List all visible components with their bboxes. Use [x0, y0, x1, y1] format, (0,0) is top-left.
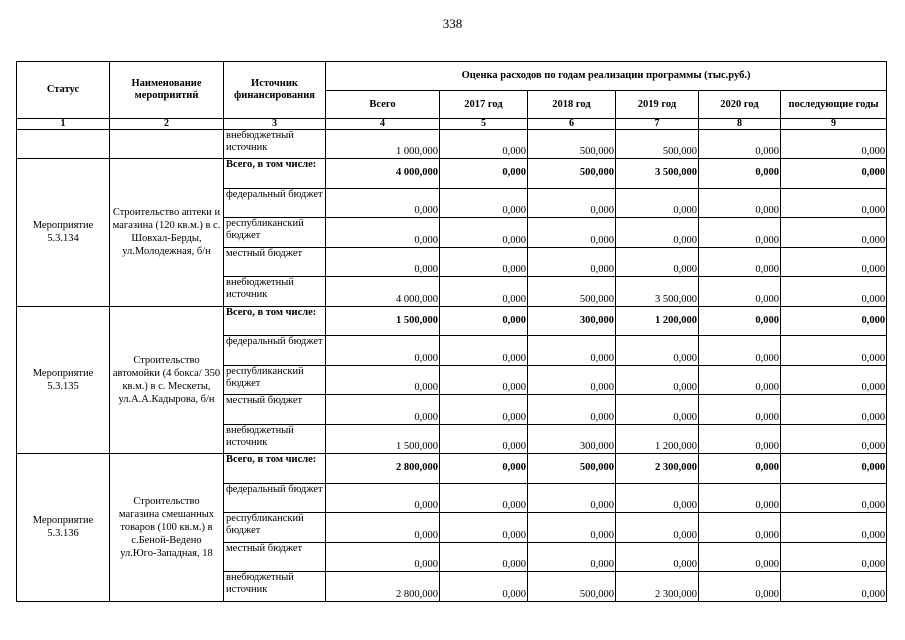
value-cell: 500,000 — [528, 277, 616, 307]
value-cell: 0,000 — [528, 188, 616, 218]
column-number: 5 — [440, 119, 528, 130]
table-row — [17, 159, 887, 189]
value-cell: 0,000 — [781, 513, 887, 543]
value-cell: 0,000 — [440, 454, 528, 484]
funding-source-cell: федеральный бюджет — [224, 188, 326, 218]
header-year-2018: 2018 год — [528, 91, 616, 119]
value-cell: 0,000 — [781, 454, 887, 484]
value-cell: 0,000 — [699, 336, 781, 366]
value-cell: 0,000 — [616, 218, 699, 248]
value-cell: 0,000 — [326, 513, 440, 543]
status-cell — [17, 130, 110, 159]
value-cell: 0,000 — [781, 572, 887, 602]
value-cell: 0,000 — [440, 336, 528, 366]
funding-source-cell: внебюджетный источник — [224, 572, 326, 602]
value-cell: 0,000 — [699, 454, 781, 484]
event-name-cell: Строительство автомойки (4 бокса/ 350 кв.м.) в с. Мескеты, ул.А.А.Кадырова, б/н — [110, 306, 224, 454]
value-cell: 0,000 — [616, 513, 699, 543]
event-name-cell: Строительство аптеки и магазина (120 кв.м.) в с. Шовхал-Берды, ул.Молодежная, б/н — [110, 159, 224, 307]
header-estimate: Оценка расходов по годам реализации программы (тыс.руб.) — [326, 62, 887, 91]
column-number: 4 — [326, 119, 440, 130]
funding-source-cell: Всего, в том числе: — [224, 306, 326, 336]
value-cell: 2 300,000 — [616, 454, 699, 484]
value-cell: 0,000 — [616, 542, 699, 572]
value-cell: 0,000 — [326, 365, 440, 395]
value-cell: 0,000 — [528, 483, 616, 513]
value-cell: 0,000 — [326, 247, 440, 277]
funding-source-cell: местный бюджет — [224, 395, 326, 425]
funding-source-cell: республиканский бюджет — [224, 365, 326, 395]
value-cell: 0,000 — [699, 306, 781, 336]
column-number: 7 — [616, 119, 699, 130]
value-cell: 0,000 — [440, 365, 528, 395]
value-cell: 500,000 — [528, 454, 616, 484]
value-cell: 0,000 — [326, 542, 440, 572]
value-cell: 0,000 — [699, 188, 781, 218]
value-cell: 0,000 — [616, 365, 699, 395]
value-cell: 0,000 — [528, 218, 616, 248]
value-cell: 0,000 — [528, 247, 616, 277]
value-cell: 0,000 — [326, 218, 440, 248]
funding-source-cell: республиканский бюджет — [224, 218, 326, 248]
header-year-2017: 2017 год — [440, 91, 528, 119]
header-year-2020: 2020 год — [699, 91, 781, 119]
value-cell: 0,000 — [616, 395, 699, 425]
funding-source-cell: местный бюджет — [224, 247, 326, 277]
value-cell: 300,000 — [528, 306, 616, 336]
funding-source-cell: внебюджетный источник — [224, 277, 326, 307]
event-name-cell: Строительство магазина смешанных товаров (100 кв.м.) в с.Беной-Ведено ул.Юго-Западная, 18 — [110, 454, 224, 602]
header-year-total: Всего — [326, 91, 440, 119]
value-cell: 0,000 — [699, 247, 781, 277]
table-row — [17, 130, 887, 159]
budget-table — [16, 61, 887, 602]
value-cell: 0,000 — [699, 218, 781, 248]
funding-source-cell: федеральный бюджет — [224, 336, 326, 366]
value-cell: 0,000 — [699, 159, 781, 189]
value-cell: 1 200,000 — [616, 424, 699, 454]
value-cell: 0,000 — [616, 188, 699, 218]
value-cell: 0,000 — [781, 424, 887, 454]
value-cell: 0,000 — [440, 513, 528, 543]
value-cell: 0,000 — [326, 395, 440, 425]
value-cell: 0,000 — [781, 336, 887, 366]
value-cell: 0,000 — [440, 247, 528, 277]
value-cell: 0,000 — [699, 365, 781, 395]
value-cell: 0,000 — [616, 483, 699, 513]
funding-source-cell: федеральный бюджет — [224, 483, 326, 513]
header-year-later: последующие годы — [781, 91, 887, 119]
value-cell: 0,000 — [528, 395, 616, 425]
value-cell: 3 500,000 — [616, 159, 699, 189]
value-cell: 0,000 — [440, 130, 528, 159]
page-number: 338 — [442, 16, 463, 31]
value-cell: 0,000 — [440, 218, 528, 248]
value-cell: 0,000 — [440, 542, 528, 572]
table-row — [17, 454, 887, 484]
value-cell: 0,000 — [781, 218, 887, 248]
table-header — [17, 62, 887, 130]
value-cell: 0,000 — [781, 542, 887, 572]
value-cell: 0,000 — [528, 336, 616, 366]
value-cell: 0,000 — [440, 424, 528, 454]
status-cell: Мероприятие 5.3.135 — [17, 306, 110, 454]
value-cell: 4 000,000 — [326, 277, 440, 307]
value-cell: 1 200,000 — [616, 306, 699, 336]
value-cell: 0,000 — [781, 188, 887, 218]
value-cell: 0,000 — [699, 513, 781, 543]
value-cell: 500,000 — [528, 572, 616, 602]
value-cell: 0,000 — [699, 277, 781, 307]
value-cell: 0,000 — [616, 247, 699, 277]
value-cell: 1 500,000 — [326, 424, 440, 454]
value-cell: 0,000 — [440, 572, 528, 602]
column-number: 6 — [528, 119, 616, 130]
header-event-name: Наименование мероприятий — [110, 62, 224, 119]
table-body — [17, 130, 887, 602]
value-cell: 0,000 — [699, 395, 781, 425]
funding-source-cell: местный бюджет — [224, 542, 326, 572]
value-cell: 500,000 — [616, 130, 699, 159]
value-cell: 0,000 — [781, 365, 887, 395]
funding-source-cell: Всего, в том числе: — [224, 454, 326, 484]
status-cell: Мероприятие 5.3.136 — [17, 454, 110, 602]
column-number: 9 — [781, 119, 887, 130]
table-row — [17, 306, 887, 336]
value-cell: 2 800,000 — [326, 454, 440, 484]
value-cell: 300,000 — [528, 424, 616, 454]
value-cell: 0,000 — [440, 483, 528, 513]
column-number: 8 — [699, 119, 781, 130]
value-cell: 0,000 — [781, 277, 887, 307]
value-cell: 0,000 — [781, 159, 887, 189]
value-cell: 0,000 — [528, 365, 616, 395]
value-cell: 0,000 — [781, 306, 887, 336]
value-cell: 0,000 — [440, 159, 528, 189]
value-cell: 0,000 — [781, 395, 887, 425]
value-cell: 0,000 — [528, 513, 616, 543]
funding-source-cell: республиканский бюджет — [224, 513, 326, 543]
value-cell: 0,000 — [699, 542, 781, 572]
funding-source-cell: внебюджетный источник — [224, 130, 326, 159]
value-cell: 0,000 — [781, 483, 887, 513]
value-cell: 500,000 — [528, 130, 616, 159]
value-cell: 2 800,000 — [326, 572, 440, 602]
value-cell: 0,000 — [781, 130, 887, 159]
value-cell: 0,000 — [440, 188, 528, 218]
event-name-cell — [110, 130, 224, 159]
value-cell: 2 300,000 — [616, 572, 699, 602]
value-cell: 0,000 — [326, 483, 440, 513]
value-cell: 500,000 — [528, 159, 616, 189]
value-cell: 1 500,000 — [326, 306, 440, 336]
value-cell: 0,000 — [699, 483, 781, 513]
value-cell: 0,000 — [699, 130, 781, 159]
column-number: 2 — [110, 119, 224, 130]
value-cell: 0,000 — [781, 247, 887, 277]
funding-source-cell: внебюджетный источник — [224, 424, 326, 454]
value-cell: 0,000 — [326, 336, 440, 366]
header-funding-source: Источник финансирования — [224, 62, 326, 119]
value-cell: 0,000 — [440, 395, 528, 425]
column-number: 1 — [17, 119, 110, 130]
value-cell: 0,000 — [699, 572, 781, 602]
value-cell: 0,000 — [528, 542, 616, 572]
value-cell: 3 500,000 — [616, 277, 699, 307]
value-cell: 0,000 — [440, 277, 528, 307]
value-cell: 0,000 — [326, 188, 440, 218]
column-number: 3 — [224, 119, 326, 130]
value-cell: 0,000 — [699, 424, 781, 454]
column-numbers-row — [17, 119, 887, 130]
value-cell: 1 000,000 — [326, 130, 440, 159]
status-cell: Мероприятие 5.3.134 — [17, 159, 110, 307]
header-status: Статус — [17, 62, 110, 119]
funding-source-cell: Всего, в том числе: — [224, 159, 326, 189]
value-cell: 4 000,000 — [326, 159, 440, 189]
value-cell: 0,000 — [440, 306, 528, 336]
header-year-2019: 2019 год — [616, 91, 699, 119]
value-cell: 0,000 — [616, 336, 699, 366]
